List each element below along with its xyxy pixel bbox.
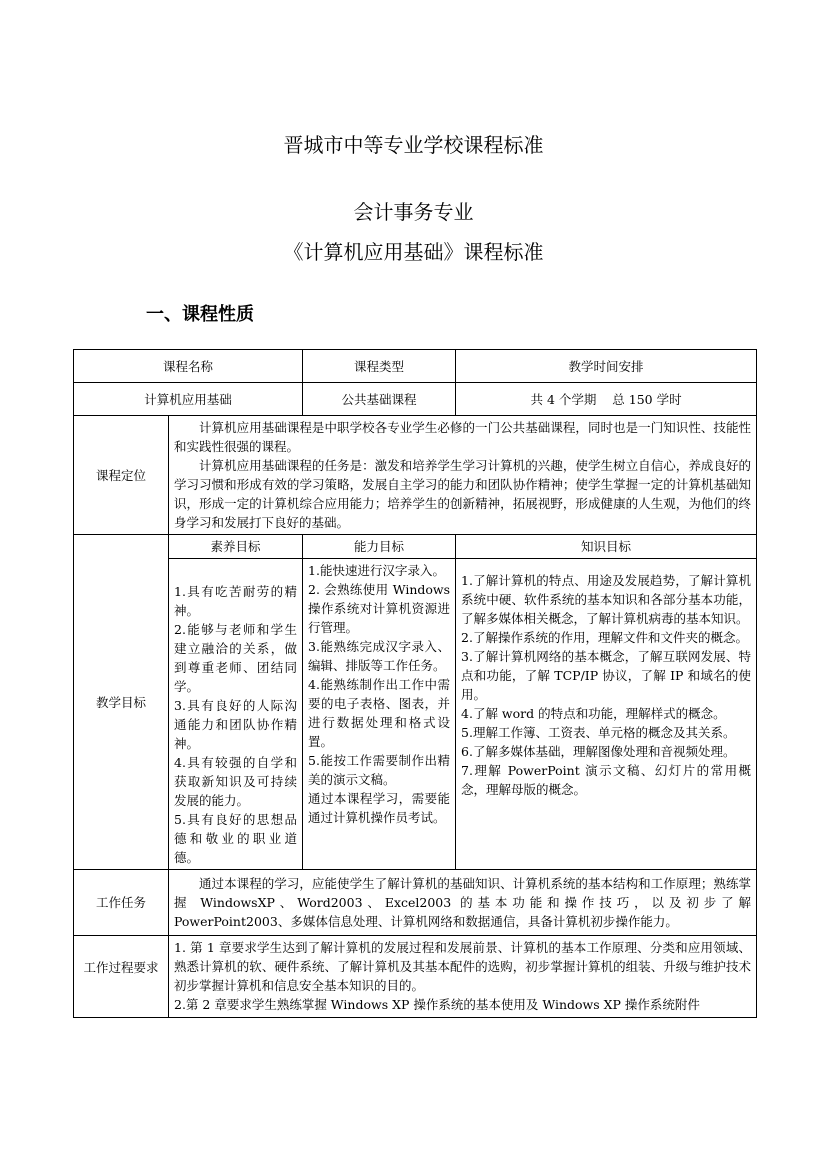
- ability-goals: [303, 559, 456, 870]
- header-course-name: 课程名称: [74, 350, 303, 383]
- course-type-value: 公共基础课程: [303, 383, 456, 416]
- quality-item: 5.具有良好的思想品德和敬业的职业道德。: [174, 812, 298, 865]
- header-row: [74, 350, 757, 383]
- knowledge-item: 1.了解计算机的特点、用途及发展趋势，了解计算机系统中硬、软件系统的基本知识和各部分基本功能，了解多媒体相关概念，了解计算机病毒的基本知识。: [461, 573, 752, 626]
- ability-item: 2. 会熟练使用 Windows 操作系统对计算机资源进行管理。: [308, 582, 451, 635]
- quality-goals: [169, 559, 303, 870]
- positioning-label: 课程定位: [74, 416, 169, 535]
- goals-label: 教学目标: [74, 535, 169, 870]
- positioning-paragraph-2: 计算机应用基础课程的任务是：激发和培养学生学习计算机的兴趣，使学生树立自信心，养成良好的学习习惯和形成有效的学习策略，发展自主学习的能力和团队协作精神；使学生掌握一定的计算机基础知识，形成一定的计算机综合应用能力；培养学生的创新精神，拓展视野，形成健康的人生观，为他们的终身学习和发展打下良好的基础。: [174, 458, 752, 530]
- ability-item: 3.能熟练完成汉字录入、编辑、排版等工作任务。: [308, 639, 451, 673]
- knowledge-item: 7.理解 PowerPoint 演示文稿、幻灯片的常用概念，理解母版的概念。: [461, 763, 752, 797]
- course-info-row: [74, 383, 757, 416]
- process-label: 工作过程要求: [74, 936, 169, 1018]
- course-title: 《计算机应用基础》课程标准: [283, 240, 544, 264]
- knowledge-item: 3.了解计算机网络的基本概念，了解互联网发展、特点和功能，了解 TCP/IP 协议，了解 IP 和域名的使用。: [461, 649, 752, 702]
- positioning-row: [74, 416, 757, 535]
- tasks-label: 工作任务: [74, 870, 169, 936]
- tasks-row: [74, 870, 757, 936]
- quality-item: 1.具有吃苦耐劳的精神。: [174, 584, 298, 618]
- tasks-paragraph: 通过本课程的学习，应能使学生了解计算机的基础知识、计算机系统的基本结构和工作原理；熟练掌握 WindowsXP、Word2003、Excel2003 的基本功能和操作技巧，以及初步了解 PowerPoint2003、多媒体信息处理、计算机网络和数据通信，具备计算机初步操作能力。: [174, 876, 752, 929]
- knowledge-item: 5.理解工作簿、工资表、单元格的概念及其关系。: [461, 725, 736, 740]
- quality-item: 4.具有较强的自学和获取新知识及可持续发展的能力。: [174, 755, 298, 808]
- quality-item: 2.能够与老师和学生建立融洽的关系，做到尊重老师、团结同学。: [174, 622, 298, 694]
- goals-header-quality: 素养目标: [169, 535, 303, 559]
- knowledge-item: 2.了解操作系统的作用，理解文件和文件夹的概念。: [461, 630, 748, 645]
- goals-header-row: [74, 535, 757, 559]
- course-name-value: 计算机应用基础: [74, 383, 303, 416]
- tasks-text: [169, 870, 757, 936]
- goals-header-ability: 能力目标: [303, 535, 456, 559]
- schedule-value: 共 4 个学期 总 150 学时: [456, 383, 757, 416]
- knowledge-item: 6.了解多媒体基础，理解图像处理和音视频处理。: [461, 744, 736, 759]
- knowledge-goals: [456, 559, 757, 870]
- knowledge-item: 4.了解 word 的特点和功能，理解样式的概念。: [461, 706, 726, 721]
- process-paragraph-2: 2.第 2 章要求学生熟练掌握 Windows XP 操作系统的基本使用及 Windows XP 操作系统附件: [174, 997, 700, 1012]
- process-text: [169, 936, 757, 1018]
- quality-item: 3.具有良好的人际沟通能力和团队协作精神。: [174, 698, 298, 751]
- process-paragraph-1: 1. 第 1 章要求学生达到了解计算机的发展过程和发展前景、计算机的基本工作原理、分类和应用领域、熟悉计算机的软、硬件系统、了解计算机及其基本配件的选购，初步掌握计算机的组装、升级与维护技术初步掌握计算机和信息安全基本知识的目的。: [174, 940, 752, 993]
- process-row: [74, 936, 757, 1018]
- ability-item: 4.能熟练制作出工作中需要的电子表格、图表，并进行数据处理和格式设置。: [308, 677, 451, 749]
- header-course-type: 课程类型: [303, 350, 456, 383]
- document-title: 晋城市中等专业学校课程标准: [283, 133, 544, 157]
- ability-item: 1.能快速进行汉字录入。: [308, 563, 445, 578]
- section-heading: 一、课程性质: [146, 304, 254, 325]
- goals-content-row: [74, 559, 757, 870]
- major-title: 会计事务专业: [353, 200, 474, 224]
- ability-item: 5.能按工作需要制作出精美的演示文稿。: [308, 753, 451, 787]
- header-schedule: 教学时间安排: [456, 350, 757, 383]
- goals-header-knowledge: 知识目标: [456, 535, 757, 559]
- course-standard-table: [73, 349, 757, 1018]
- positioning-text: [169, 416, 757, 535]
- ability-item: 通过本课程学习，需要能通过计算机操作员考试。: [308, 791, 451, 825]
- positioning-paragraph-1: 计算机应用基础课程是中职学校各专业学生必修的一门公共基础课程，同时也是一门知识性、技能性和实践性很强的课程。: [174, 420, 752, 454]
